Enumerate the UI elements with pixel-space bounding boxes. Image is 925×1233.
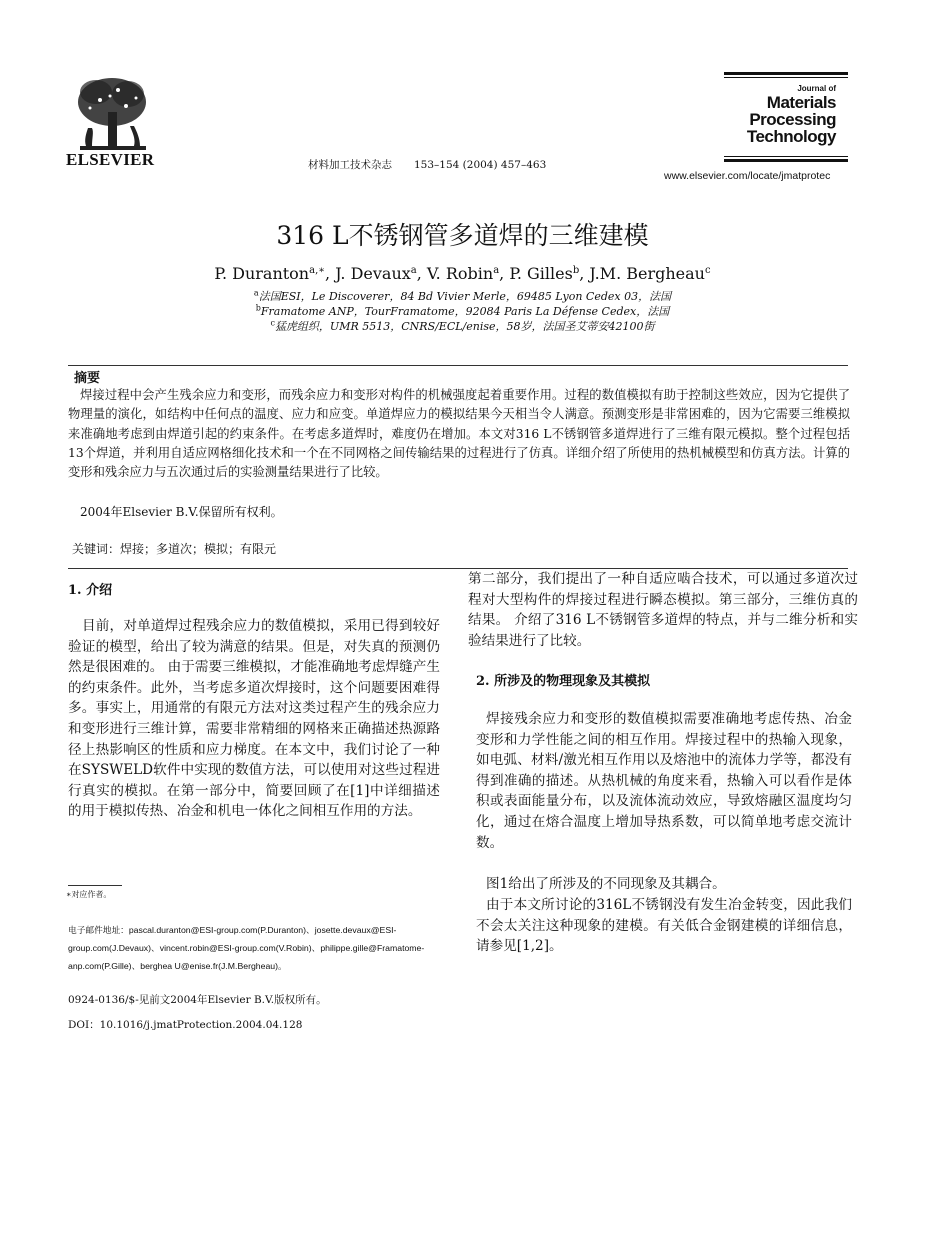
author-name: P. Gilles [509, 264, 573, 283]
footnote-divider [68, 885, 122, 886]
abstract-copyright: 2004年Elsevier B.V.保留所有权利。 [80, 505, 283, 519]
abstract-top-divider [68, 365, 848, 366]
corresponding-author-note: ∗对应作者。 [66, 890, 112, 899]
author-name: V. Robin [426, 264, 494, 283]
journal-ref-volume: 153–154 (2004) 457–463 [414, 159, 547, 171]
journal-of-label: Journal of [797, 84, 836, 93]
journal-title-line: Technology [746, 127, 836, 146]
affiliation: $^c$猛虎组织，UMR 5513，CNRS/ECL/enise，58岁，法国圣艾蒂安42100街 [270, 318, 655, 333]
journal-masthead [724, 72, 848, 162]
section-paragraph: 由于本文所讨论的316L不锈钢没有发生冶金转变，因此我们不会太关注这种现象的建模。有关低合金钢建模的详细信息，请参见[1,2]。 [476, 897, 852, 955]
author-affiliation-mark[interactable]: a [493, 265, 500, 276]
author-list: P. Duranton$^{a,∗}$, J. Devaux$^a$, V. Robin$^a$, P. Gilles$^b$, J.M. Bergheau$^c$ [214, 264, 711, 283]
author-affiliation-mark[interactable]: a [410, 265, 417, 276]
section-paragraph: 焊接残余应力和变形的数值模拟需要准确地考虑传热、冶金变形和力学性能之间的相互作用。焊接过程中的热输入现象，如电弧、材料/激光相互作用以及熔池中的流体力学等，都没有得到准确的描述。从热机械的角度来看，热输入可以看作是体积或表面能量分布，以及流体流动效应，导致熔融区温度均匀化，通过在熔合温度上增加导热系数，可以简单地考虑交流计数。 [476, 711, 852, 851]
issn-line: 0924-0136/$-见前文2004年Elsevier B.V.版权所有。 [68, 994, 327, 1006]
author-name: J.M. Bergheau [589, 264, 705, 283]
doi-line[interactable]: DOI：10.1016/j.jmatProtection.2004.04.128 [68, 1019, 303, 1031]
abstract-heading: 摘要 [74, 371, 101, 386]
journal-title [747, 94, 836, 145]
author-affiliation-mark[interactable]: a,∗ [309, 265, 326, 276]
section-body: 目前，对单道焊过程残余应力的数值模拟，采用已得到较好验证的模型，给出了较为满意的结果。但是，对失真的预测仍然是很困难的。 由于需要三维模拟，才能准确地考虑焊缝产生的约束条件。此外，当考虑多道次焊接时，这个问题要困难得多。事实上，用通常的有限元方法对这类过程产生的残余应力和变形进行三维计算，需要非常精细的网格来正确描述热源路径上热影响区的性质和应力梯度。在本文中，我们讨论了一种在SYSWELD软件中实现的数值方法，可以使用对这些过程进行真实的模拟。在第一部分中，简要回顾了在[1]中详细描述的用于模拟传热、冶金和机电一体化之间相互作用的方法。 [68, 618, 440, 820]
journal-title-line: Processing [749, 110, 836, 129]
section-body-continued: 第二部分，我们提出了一种自适应啮合技术，可以通过多道次过程对大型构件的焊接过程进行瞬态模拟。第三部分，三维仿真的结果。 介绍了316 L不锈钢管多道焊的特点，并与二维分析和实验结果进行了比较。 [468, 571, 858, 649]
paper-title: 316 L不锈钢管多道焊的三维建模 [276, 221, 649, 250]
journal-ref-name: 材料加工技术杂志 [308, 159, 392, 171]
section-heading: 2. 所涉及的物理现象及其模拟 [476, 674, 651, 689]
keywords: 关键词：焊接；多道次；模拟；有限元 [72, 542, 277, 556]
email-addresses[interactable]: 电子邮件地址：pascal.duranton@ESI-group.com(P.Duranton)、josette.devaux@ESI-group.com(J.Devaux)、vincent.robin@ESI-group.com(V.Robin)、philippe.gille@Framatome-anp.com(P.Gille)、berghea U@enise.fr(J.M.Bergheau)。 [68, 925, 425, 971]
publisher-name: ELSEVIER [66, 150, 155, 169]
abstract-text: 焊接过程中会产生残余应力和变形，而残余应力和变形对构件的机械强度起着重要作用。过程的数值模拟有助于控制这些效应，因为它提供了物理量的演化，如结构中任何点的温度、应力和应变。单道焊应力的模拟结果今天相当令人满意。预测变形是非常困难的，因为它需要三维模拟来准确地考虑到由焊道引起的约束条件。在考虑多道焊时，难度仍在增加。本文对316 L不锈钢管多道焊进行了三维有限元模拟。整个过程包括13个焊道，并利用自适应网格细化技术和一个在不同网格之间传输结果的过程进行了仿真。详细介绍了所使用的热机械模型和仿真方法。计算的变形和残余应力与五次通过后的实验测量结果进行了比较。 [68, 388, 850, 480]
section-paragraph: 图1给出了所涉及的不同现象及其耦合。 [486, 876, 726, 892]
author-name: P. Duranton [214, 264, 310, 283]
journal-title-line: Materials [766, 93, 836, 112]
affiliation: $^b$Framatome ANP，TourFramatome，92084 Paris La Défense Cedex，法国 [255, 303, 670, 318]
author-affiliation-mark[interactable]: b [572, 265, 580, 276]
author-name: J. Devaux [335, 264, 411, 283]
journal-url[interactable]: www.elsevier.com/locate/jmatprotec [664, 170, 831, 182]
journal-reference [308, 157, 568, 172]
affiliation: $^a$法国ESI，Le Discoverer，84 Bd Vivier Merle，69485 Lyon Cedex 03，法国 [253, 288, 672, 303]
author-affiliation-mark[interactable]: c [704, 265, 711, 276]
section-heading: 1. 介绍 [68, 583, 113, 598]
